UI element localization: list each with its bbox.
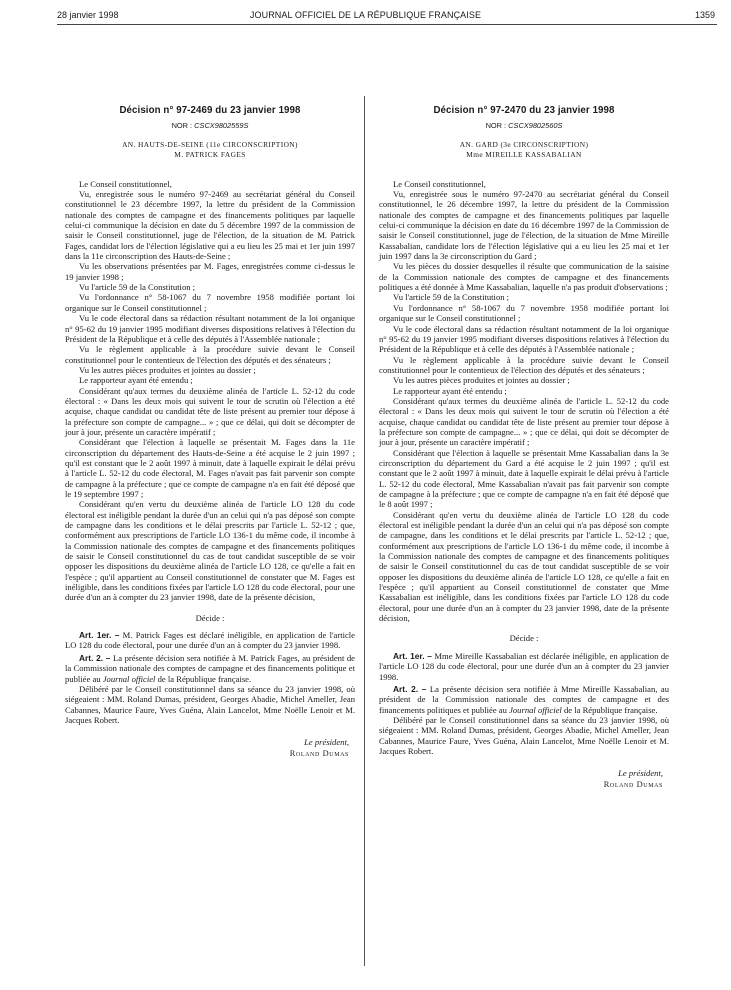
paragraph: Considérant que l'élection à laquelle se présentait Mme Kassabalian dans la 3e circonscription du département du Gard a été acquise le 2 juin 1997 ; qu'il est constant que le 2 août 1997 à minuit, date à laquelle expirait le délai prévu à l'article L. 52-12 du code électoral, Mme Kassabalian n'avait pas fait parvenir son compte de campagne à la préfecture ; que ce compte de campagne n'a en fait été déposé que le 8 août 1997 ;	[379, 447, 669, 510]
spacer	[65, 160, 355, 179]
paragraph: Vu les pièces du dossier desquelles il résulte que communication de la saisine de la Commission nationale des comptes de campagne et des financements politiques a été donnée à Mme Kassabalian, laquelle n'a pas produit d'observations ;	[379, 261, 669, 293]
article-2-label: Art. 2. –	[393, 683, 427, 694]
article-2-text-end: de la République française.	[155, 673, 252, 684]
signature-block	[65, 737, 355, 759]
paragraph: Vu les observations présentées par M. Fages, enregistrées comme ci-dessus le 19 janvier 1998 ;	[65, 261, 355, 282]
paragraph: Considérant qu'en vertu du deuxième alinéa de l'article LO 128 du code électoral est inéligible pendant la durée d'un an celui qui n'a pas déposé son compte de campagne, dans les conditions et le délai prescrits par l'article L. 52-12 ; que, conformément aux prescriptions de l'article LO 136-1 du même code, il incombe à la Commission nationale des comptes de campagne et des financements politiques de saisir le Conseil constitutionnel du cas de tout candidat susceptible de se voir opposer les dispositions du deuxième alinéa de l'article LO 128, ce qu'elle a fait en l'espèce ; qu'il appartient au Conseil constitutionnel de constater que Mme Kassabalian est inéligible, dans les conditions fixées par l'article LO 128 du code électoral, pour une durée d'un an à compter du 23 janvier 1998, date de la présente décision,	[379, 509, 669, 624]
paragraph: Vu l'article 59 de la Constitution ;	[79, 282, 196, 293]
issue-date: 28 janvier 1998	[57, 10, 119, 20]
article-1	[379, 651, 669, 682]
header-rule	[57, 24, 717, 25]
paragraph: Considérant que l'élection à laquelle se présentait M. Fages dans la 11e circonscription du département des Hauts-de-Seine a été acquise le 2 juin 1997 ; qu'il est constant que le 2 août 1997 à minuit, date à laquelle expirait le délai prévu à l'article L. 52-12 du code électoral, M. Fages n'avait pas fait parvenir son compte de campagne à la préfecture ; que ce compte de campagne n'a en fait été déposé que le 19 septembre 1997 ;	[65, 437, 355, 499]
paragraph: Vu, enregistrée sous le numéro 97-2470 au secrétariat général du Conseil constitutionnel, le 26 décembre 1997, la lettre du président de la Commission nationale des comptes de campagne et des financements politiques par laquelle celui-ci communique la décision en date du 16 décembre 1997 de la Commission de saisir le Conseil constitutionnel, juge de l'élection, de la situation de Mme Mireille Kassabalian, candidate lors de l'élection législative qui a eu lieu les 25 mai et 1er juin 1997 dans la 3e circonscription du Gard ;	[379, 189, 669, 262]
article-2-text: La présente décision sera notifiée à M. Patrick Fages, au président de la Commission nationale des comptes de campagne et des financements politique et publiée au	[65, 652, 355, 684]
article-1-label: Art. 1er. –	[79, 630, 120, 641]
paragraph: Le rapporteur ayant été entendu ;	[79, 375, 193, 386]
signature-title: Le président,	[618, 768, 663, 779]
article-1-label: Art. 1er. –	[393, 650, 432, 661]
decide-heading: Décide :	[195, 612, 225, 623]
nor-label: NOR :	[171, 121, 193, 131]
paragraph: Vu le règlement applicable à la procédure suivie devant le Conseil constitutionnel pour le contentieux de l'élection des députés et des sénateurs ;	[379, 354, 669, 375]
signature-name: Roland Dumas	[603, 780, 663, 790]
spacer	[379, 160, 669, 179]
decision-column-left	[65, 106, 355, 759]
journal-officiel-ref: Journal officiel	[102, 673, 156, 684]
nor-reference	[65, 121, 355, 131]
deliberation-paragraph: Délibéré par le Conseil constitutionnel dans sa séance du 23 janvier 1998, où siégeaient : MM. Roland Dumas, président, Georges Abadie, Michel Ameller, Jean Cabannes, Maurice Faure, Yves Guéna, Alain Lancelot, Mme Noëlle Lenoir et M. Jacques Robert.	[65, 683, 355, 725]
paragraph: Vu, enregistrée sous le numéro 97-2469 au secrétariat général du Conseil constitutionnel le 23 décembre 1997, la lettre du président de la Commission nationale des comptes de campagne et des financements politiques par laquelle celui-ci communique la décision en date du 5 décembre 1997 de la commission de saisir le Conseil constitutionnel, juge de l'élection, de la situation de M. Patrick Fages, candidat lors de l'élection législative qui a eu lieu les 25 mai et 1er juin 1997 dans la 11e circonscription des Hauts-de-Seine ;	[65, 189, 355, 262]
paragraph: Vu l'ordonnance n° 58-1067 du 7 novembre 1958 modifiée portant loi organique sur le Conseil constitutionnel ;	[65, 292, 355, 313]
paragraph: Le rapporteur ayant été entendu ;	[393, 385, 507, 396]
paragraph: Vu les autres pièces produites et jointes au dossier ;	[393, 375, 570, 386]
paragraph: Vu les autres pièces produites et jointes au dossier ;	[79, 364, 256, 375]
paragraph: Considérant qu'aux termes du deuxième alinéa de l'article L. 52-12 du code électoral : « Dans les deux mois qui suivent le tour de scrutin où l'élection a été acquise, chaque candidat ou candidat tête de liste présent au premier tour dépose à la préfecture son compte de campagne... » ; que ce délai, qui doit se décompter de jour à jour, présente un caractère impératif ;	[65, 385, 355, 437]
paragraph: Vu l'ordonnance n° 58-1067 du 7 novembre 1958 modifiée portant loi organique sur le Conseil constitutionnel ;	[379, 302, 669, 324]
page-number: 1359	[694, 10, 715, 20]
nor-code: CSCX9802560S	[508, 121, 563, 131]
decision-title: Décision n° 97-2469 du 23 janvier 1998	[119, 105, 301, 116]
decision-column-right	[379, 106, 669, 790]
nor-code: CSCX9802559S	[194, 121, 249, 131]
nor-reference	[379, 121, 669, 131]
candidate-name: Mme MIREILLE KASSABALIAN	[466, 149, 582, 159]
article-1-text: Mme Mireille Kassabalian est déclarée inéligible, en application de l'article LO 128 du code électoral, pour une durée d'un an à compter du 23 janvier 1998.	[379, 650, 669, 682]
article-2	[379, 684, 669, 715]
paragraph: Considérant qu'en vertu du deuxième alinéa de l'article LO 128 du code électoral est inéligible pendant la durée d'un an celui qui n'a pas déposé son compte de campagne dans les conditions et le délai prescrits par l'article L. 52-12 ; que, conformément aux prescriptions de l'article LO 136-1 du même code, il incombe à la Commission nationale des comptes de campagne et des financements politiques de saisir le Conseil constitutionnel du cas de tout candidat susceptible de se voir opposer les dispositions du deuxième alinéa de l'article LO 128, ce qu'elle a fait en l'espèce ; qu'il appartient au Conseil constitutionnel de constater que M. Fages est inéligible, dans les conditions fixées par l'article LO 128 du code électoral, pour une durée d'un an à compter du 23 janvier 1998, date de la présente décision,	[65, 499, 355, 603]
journal-title: JOURNAL OFFICIEL DE LA RÉPUBLIQUE FRANÇAISE	[249, 10, 482, 20]
article-2-text-end: de la République française.	[561, 704, 658, 715]
article-1-text: M. Patrick Fages est déclaré inéligible, en application de l'article LO 128 du code électoral, pour une durée d'un an à compter du 23 janvier 1998.	[65, 630, 355, 651]
signature-title: Le président,	[304, 737, 349, 748]
article-2	[65, 653, 355, 684]
paragraph: Le Conseil constitutionnel,	[393, 178, 486, 189]
article-2-label: Art. 2. –	[79, 652, 111, 663]
decision-title: Décision n° 97-2470 du 23 janvier 1998	[433, 105, 615, 116]
nor-label: NOR :	[485, 121, 507, 131]
article-2-text: La présente décision sera notifiée à Mme Mireille Kassabalian, au président de la Commission nationale des comptes de campagne et des financements politiques et publiée au	[379, 683, 669, 715]
paragraph: Considérant qu'aux termes du deuxième alinéa de l'article L. 52-12 du code électoral : « Dans les deux mois qui suivent le tour de scrutin où l'élection a été acquise, chaque candidat ou candidat tête de liste présent au premier tour dépose à la préfecture son compte de campagne... » ; que ce délai, qui doit se décompter de jour à jour, présente un caractère impératif ;	[379, 395, 669, 448]
article-1	[65, 630, 355, 651]
constituency: AN. GARD (3e CIRCONSCRIPTION)	[459, 139, 589, 149]
paragraph: Le Conseil constitutionnel,	[79, 178, 172, 189]
signature-block	[379, 768, 669, 790]
paragraph: Vu le code électoral dans sa rédaction résultant notamment de la loi organique n° 95-62 du 19 janvier 1995 modifiant diverses dispositions relatives à l'élection du Président de la République et à celle des députés à l'Assemblée nationale ;	[65, 313, 355, 344]
column-divider	[364, 96, 365, 966]
journal-officiel-ref: Journal officiel	[509, 704, 562, 715]
deliberation-paragraph: Délibéré par le Conseil constitutionnel dans sa séance du 23 janvier 1998, où siégeaient : MM. Roland Dumas, président, Georges Abadie, Michel Ameller, Jean Cabannes, Maurice Faure, Yves Guéna, Alain Lancelot, Mme Noëlle Lenoir et M. Jacques Robert.	[379, 714, 669, 756]
constituency: AN. HAUTS-DE-SEINE (11e CIRCONSCRIPTION)	[122, 139, 298, 149]
paragraph: Vu le code électoral dans sa rédaction résultant notamment de la loi organique n° 95-62 du 19 janvier 1995 modifiant diverses dispositions relatives à l'élection du Président de la République et à celle des députés à l'Assemblée nationale ;	[379, 323, 669, 355]
signature-name: Roland Dumas	[289, 749, 349, 759]
candidate-name: M. PATRICK FAGES	[174, 149, 246, 159]
decide-heading: Décide :	[509, 633, 539, 644]
paragraph: Vu le règlement applicable à la procédure suivie devant le Conseil constitutionnel pour le contentieux de l'élection des députés et des sénateurs ;	[65, 344, 355, 365]
paragraph: Vu l'article 59 de la Constitution ;	[393, 292, 510, 303]
